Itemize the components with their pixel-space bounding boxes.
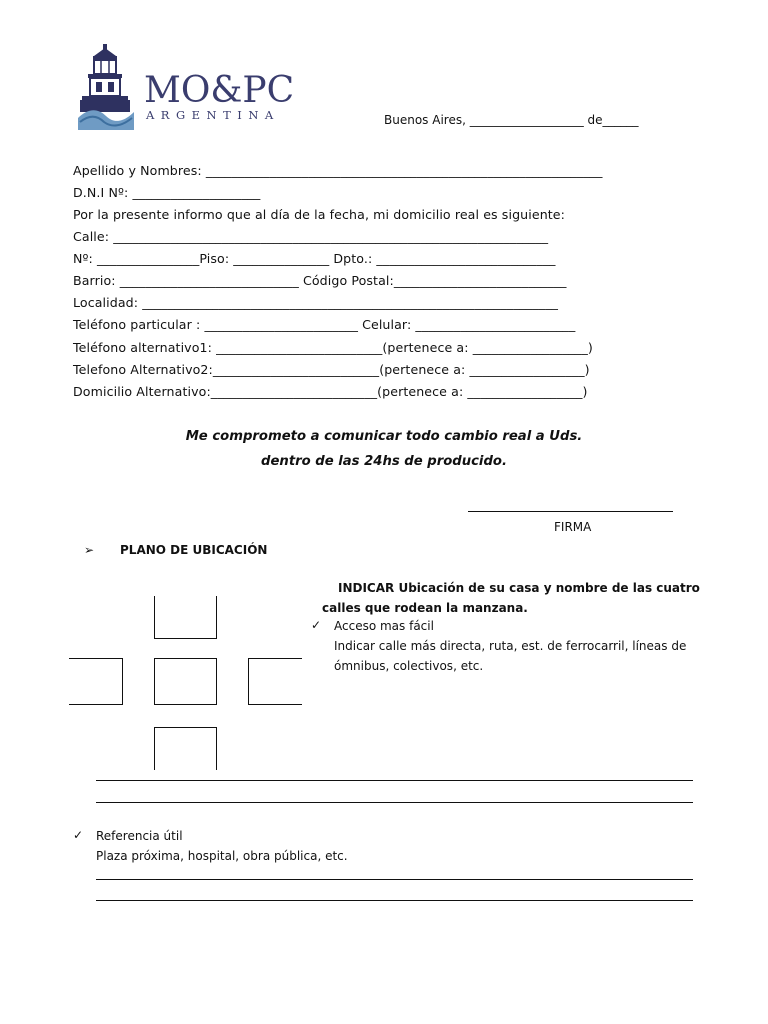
- block-left: [69, 658, 123, 705]
- form-line-apellido: Apellido y Nombres: ______________________________________________________________: [73, 163, 603, 178]
- commitment-line-2: dentro de las 24hs de producido.: [261, 454, 507, 469]
- answer-line-1: [96, 780, 693, 781]
- form-line-calle: Calle: ____________________________________________________________________: [73, 229, 549, 244]
- block-center: [154, 658, 217, 705]
- form-line-dni: D.N.I Nº: ____________________: [73, 185, 261, 200]
- access-label: Acceso mas fácil: [334, 619, 434, 633]
- form-line-tel-alt2: Telefono Alternativo2:__________________________(pertenece a: __________________): [73, 362, 590, 377]
- logo: [76, 42, 296, 137]
- commitment-line-1: Me comprometo a comunicar todo cambio real a Uds.: [185, 429, 583, 444]
- signature-line: [468, 511, 673, 512]
- reference-check-icon: ✓: [73, 828, 84, 842]
- plano-bullet-icon: ➢: [84, 543, 95, 557]
- answer-line-4: [96, 900, 693, 901]
- access-detail-1: Indicar calle más directa, ruta, est. de ferrocarril, líneas de: [334, 639, 687, 653]
- instruction-rest-1: Ubicación de su casa y nombre de las cuatro: [394, 581, 700, 595]
- signature-label: FIRMA: [554, 520, 592, 534]
- block-bottom: [154, 727, 217, 770]
- form-line-barrio: Barrio: ____________________________ Código Postal:___________________________: [73, 273, 567, 288]
- answer-line-3: [96, 879, 693, 880]
- reference-label: Referencia útil: [96, 829, 183, 843]
- answer-line-2: [96, 802, 693, 803]
- place-date-line: Buenos Aires, ___________________ de______: [384, 113, 639, 127]
- plano-title: PLANO DE UBICACIÓN: [120, 543, 268, 557]
- form-line-tel-alt1: Teléfono alternativo1: __________________________(pertenece a: __________________): [73, 340, 593, 355]
- reference-detail: Plaza próxima, hospital, obra pública, etc.: [96, 849, 348, 863]
- logo-brand: MO&PC: [144, 70, 295, 111]
- instruction-bold: INDICAR: [338, 581, 395, 595]
- block-right: [248, 658, 302, 705]
- instruction-rest-2: calles que rodean la manzana.: [322, 601, 528, 615]
- form-line-numero: Nº: ________________Piso: _______________ Dpto.: ____________________________: [73, 251, 556, 266]
- block-top: [154, 596, 217, 639]
- form-line-localidad: Localidad: _________________________________________________________________: [73, 295, 558, 310]
- form-line-domicilio-alt: Domicilio Alternativo:__________________________(pertenece a: __________________): [73, 384, 588, 399]
- lighthouse-icon: [76, 42, 136, 134]
- form-line-telefono: Teléfono particular : ________________________ Celular: _________________________: [73, 317, 576, 332]
- access-detail-2: ómnibus, colectivos, etc.: [334, 659, 484, 673]
- access-check-icon: ✓: [311, 618, 322, 632]
- logo-sub: ARGENTINA: [146, 108, 280, 122]
- form-line-intro: Por la presente informo que al día de la fecha, mi domicilio real es siguiente:: [73, 207, 566, 222]
- plano-instruction: [322, 578, 700, 618]
